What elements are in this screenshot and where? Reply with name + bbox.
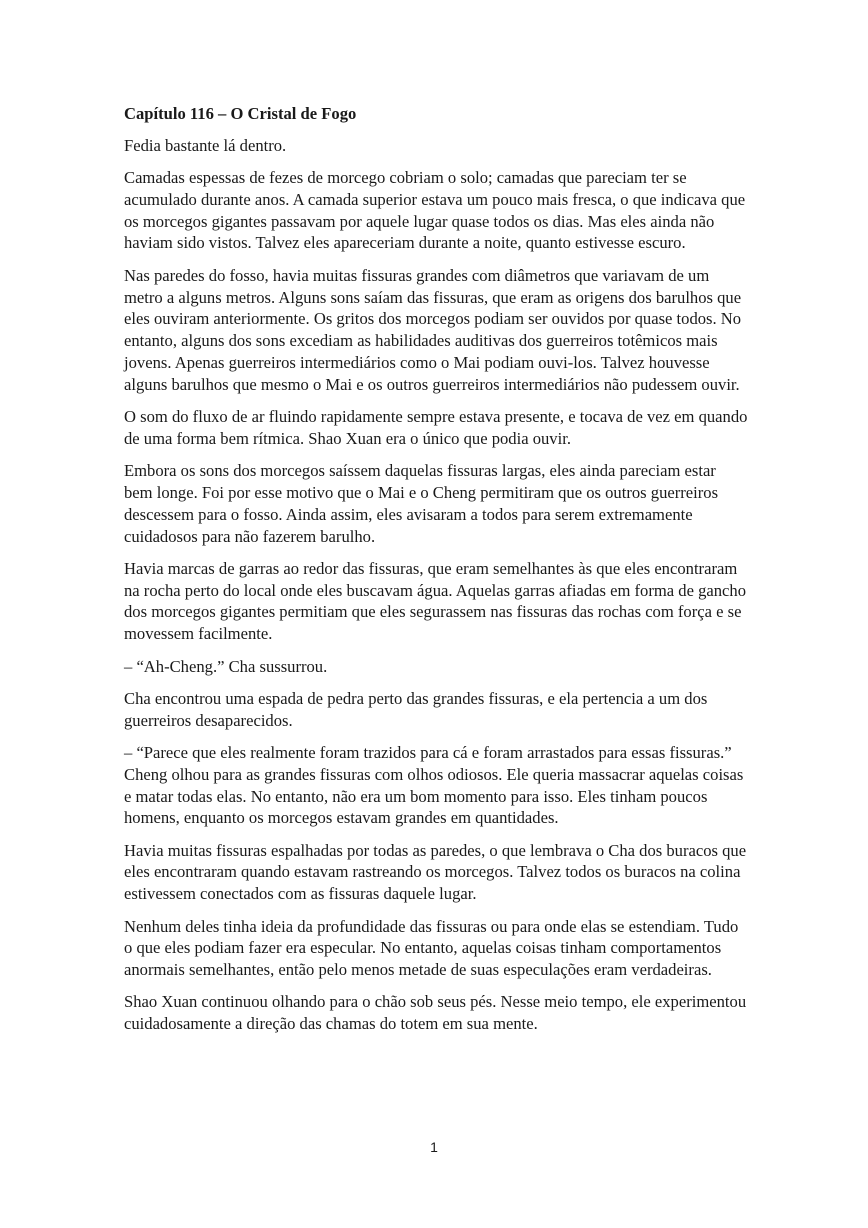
- paragraph-5: Embora os sons dos morcegos saíssem daquelas fissuras largas, eles ainda pareciam estar bem longe. Foi por esse motivo que o Mai e o Cheng permitiram que os outros guerreiros descessem para o fosso. Ainda assim, eles avisaram a todos para serem extremamente cuidadosos para não fazerem barulho.: [124, 461, 719, 546]
- page-number: 1: [430, 1139, 438, 1155]
- document-page: [124, 100, 748, 1045]
- paragraph-1: Fedia bastante lá dentro.: [124, 135, 287, 155]
- paragraph-9: – “Parece que eles realmente foram trazidos para cá e foram arrastados para essas fissuras.” Cheng olhou para as grandes fissuras com olhos odiosos. Ele queria massacrar aquelas coisas e matar todas elas. No entanto, não era um bom momento para isso. Eles tinham poucos homens, enquanto os morcegos estavam grandes em quantidades.: [124, 742, 744, 828]
- chapter-title: Capítulo 116 – O Cristal de Fogo: [124, 104, 357, 123]
- paragraph-10: Havia muitas fissuras espalhadas por todas as paredes, o que lembrava o Cha dos buracos que eles encontraram quando estavam rastreando os morcegos. Talvez todos os buracos na colina estivessem conectados com as fissuras daquele lugar.: [124, 840, 747, 904]
- paragraph-2: Camadas espessas de fezes de morcego cobriam o solo; camadas que pareciam ter se acumulado durante anos. A camada superior estava um pouco mais fresca, o que indicava que os morcegos gigantes passavam por aquele lugar quase todos os dias. Mas eles ainda não haviam sido vistos. Talvez eles apareceriam durante a noite, quanto estivesse escuro.: [124, 168, 746, 253]
- paragraph-4: O som do fluxo de ar fluindo rapidamente sempre estava presente, e tocava de vez em quando de uma forma bem rítmica. Shao Xuan era o único que podia ouvir.: [124, 407, 748, 448]
- paragraph-8: Cha encontrou uma espada de pedra perto das grandes fissuras, e ela pertencia a um dos guerreiros desaparecidos.: [124, 688, 708, 730]
- paragraph-6: Havia marcas de garras ao redor das fissuras, que eram semelhantes às que eles encontraram na rocha perto do local onde eles buscavam água. Aquelas garras afiadas em forma de gancho dos morcegos gigantes permitiam que eles segurassem nas fissuras das rochas com força e se movessem facilmente.: [124, 558, 747, 644]
- paragraph-7: – “Ah-Cheng.” Cha sussurrou.: [124, 656, 328, 676]
- paragraph-11: Nenhum deles tinha ideia da profundidade das fissuras ou para onde elas se estendiam. Tudo o que eles podiam fazer era especular. No entanto, aquelas coisas tinham comportamentos anormais semelhantes, então pelo menos metade de suas especulações eram verdadeiras.: [124, 916, 739, 980]
- paragraph-3: Nas paredes do fosso, havia muitas fissuras grandes com diâmetros que variavam de um metro a alguns metros. Alguns sons saíam das fissuras, que eram as origens dos barulhos que eles ouviram anteriormente. Os gritos dos morcegos podiam ser ouvidos por quase todos. No entanto, alguns dos sons excediam as habilidades auditivas dos guerreiros totêmicos mais jovens. Apenas guerreiros intermediários como o Mai podiam ouvi-los. Talvez houvesse alguns barulhos que mesmo o Mai e os outros guerreiros intermediários não pudessem ouvir.: [124, 265, 742, 394]
- paragraph-12: Shao Xuan continuou olhando para o chão sob seus pés. Nesse meio tempo, ele experimentou cuidadosamente a direção das chamas do totem em sua mente.: [124, 992, 747, 1034]
